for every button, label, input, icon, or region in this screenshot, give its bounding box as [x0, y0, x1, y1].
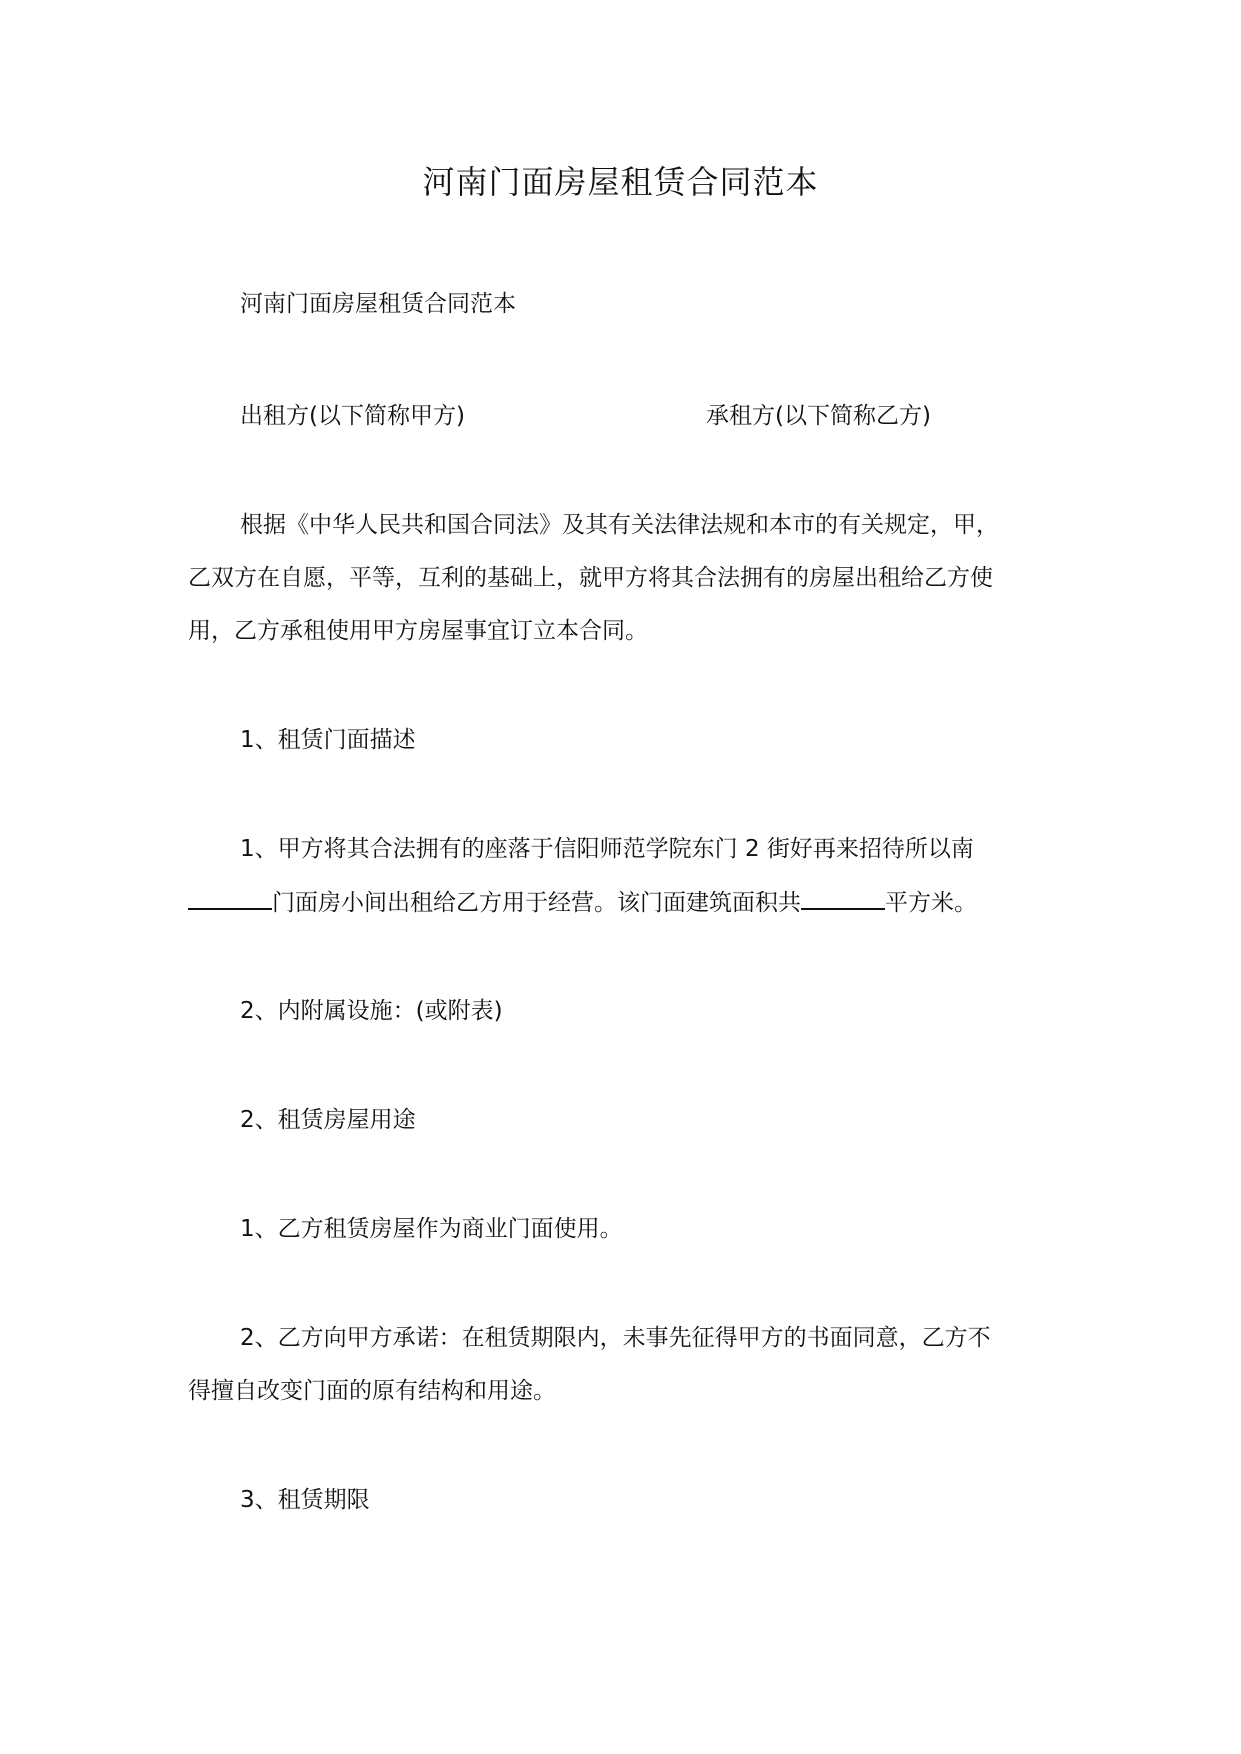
preamble-line-2: 乙双方在自愿，平等，互利的基础上，就甲方将其合法拥有的房屋出租给乙方使	[188, 565, 993, 591]
clause-1-1-line-2-unit: 平方米。	[885, 890, 977, 916]
blank-fill-line	[188, 886, 272, 910]
section-2-heading: 2、租赁房屋用途	[240, 1107, 416, 1133]
blank-fill-line	[801, 886, 885, 910]
clause-2-2-line-1: 2、乙方向甲方承诺：在租赁期限内，未事先征得甲方的书面同意，乙方不	[240, 1325, 991, 1351]
party-a-label: 出租方(以下简称甲方)	[240, 403, 465, 429]
section-3-heading: 3、租赁期限	[240, 1487, 370, 1513]
clause-1-2: 2、内附属设施：(或附表)	[240, 998, 503, 1024]
document-title: 河南门面房屋租赁合同范本	[422, 163, 819, 201]
clause-2-1: 1、乙方租赁房屋作为商业门面使用。	[240, 1216, 623, 1242]
preamble-line-1: 根据《中华人民共和国合同法》及其有关法律法规和本市的有关规定，甲，	[240, 512, 999, 538]
clause-1-1-line-2	[188, 886, 977, 919]
clause-1-1-line-2-text: 门面房小间出租给乙方用于经营。该门面建筑面积共	[272, 890, 801, 916]
party-b-label: 承租方(以下简称乙方)	[706, 403, 931, 429]
clause-2-2-line-2: 得擅自改变门面的原有结构和用途。	[188, 1378, 556, 1404]
section-1-heading: 1、租赁门面描述	[240, 727, 416, 753]
preamble-line-3: 用，乙方承租使用甲方房屋事宜订立本合同。	[188, 618, 648, 644]
clause-1-1-line-1: 1、甲方将其合法拥有的座落于信阳师范学院东门 2 街好再来招待所以南	[240, 836, 974, 862]
document-subtitle: 河南门面房屋租赁合同范本	[240, 291, 516, 317]
